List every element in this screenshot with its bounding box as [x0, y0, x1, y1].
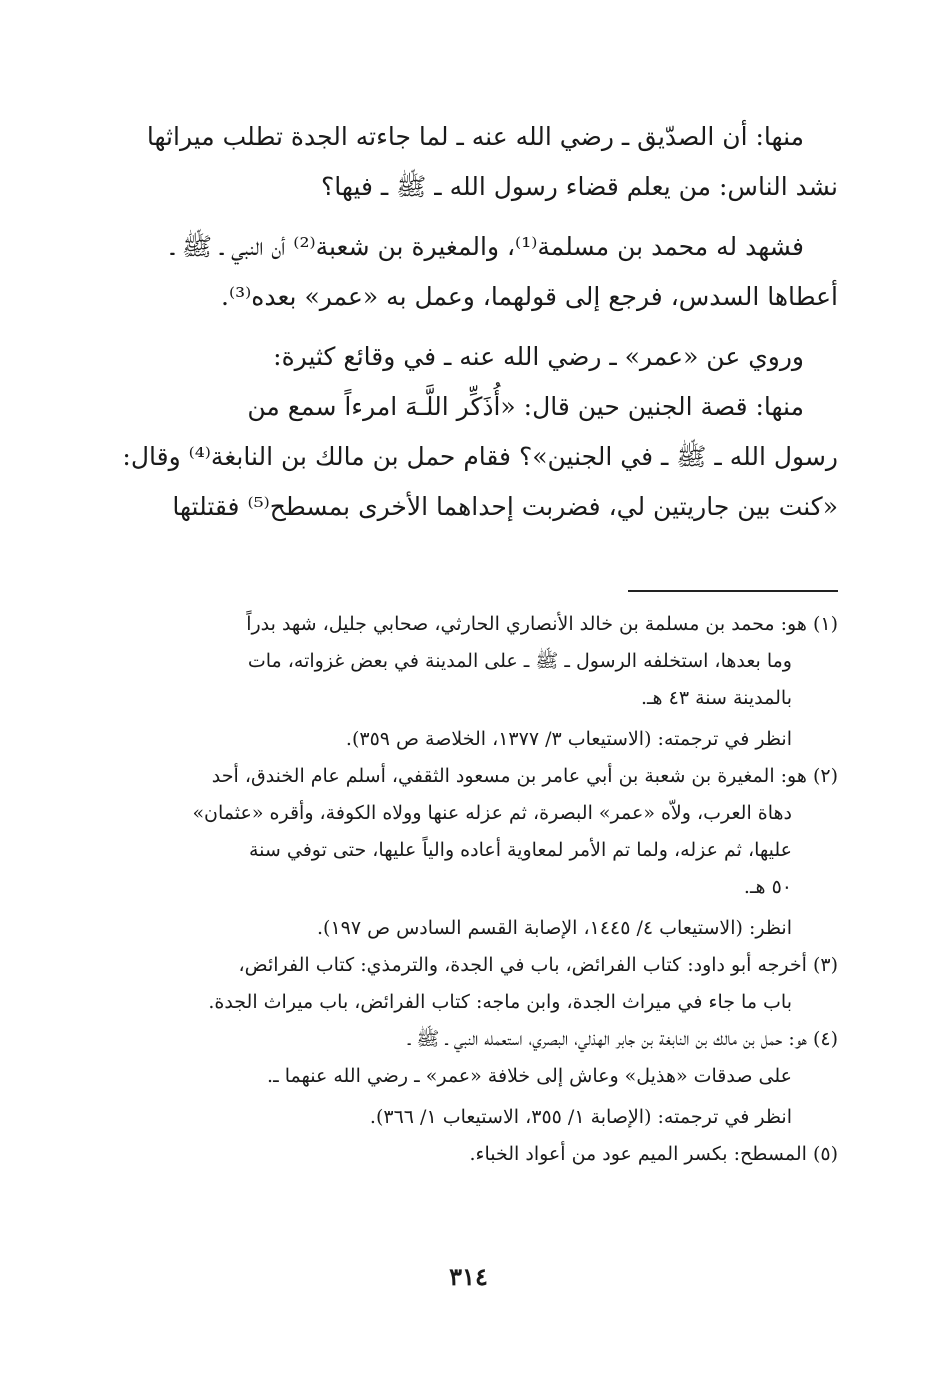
- footnote-line: دهاة العرب، ولاّه «عمر» البصرة، ثم عزله عنها وولاه الكوفة، وأقره «عثمان»: [192, 802, 792, 824]
- text-line-content: نشد الناس: من يعلم قضاء رسول الله ـ ﷺ ـ فيها؟: [321, 172, 838, 201]
- page-number: ٣١٤: [449, 1262, 488, 1291]
- footnote-line: [118, 1021, 838, 1058]
- text-line: [118, 162, 838, 212]
- footnotes: [118, 606, 838, 1173]
- footnote-line: [118, 947, 838, 984]
- footnote-number: (٣): [812, 954, 838, 976]
- text-line: [118, 432, 838, 482]
- footnote-line: [118, 1136, 838, 1173]
- text-line: [118, 332, 838, 382]
- footnote-number: (٤): [812, 1028, 838, 1050]
- footnote-line: باب ما جاء في ميراث الجدة، وابن ماجه: كتاب الفرائض، باب ميراث الجدة.: [208, 991, 792, 1013]
- footnote-reference: انظر: (الاستيعاب ٤/ ١٤٤٥، الإصابة القسم السادس ص ١٩٧).: [316, 917, 792, 939]
- footnote-text: هو: حمل بن مالك بن النابغة بن جابر الهذلي، البصري، استعمله النبي ـ ﷺ ـ: [407, 1028, 807, 1050]
- footnote-reference: انظر في ترجمته: (الاستيعاب ٣/ ١٣٧٧، الخلاصة ص ٣٥٩).: [345, 728, 792, 750]
- text-line-content: «كنت بين جاريتين لي، فضربت إحداهما الأخرى بمسطح⁽⁵⁾ فقتلتها: [172, 492, 838, 521]
- footnote-text: أخرجه أبو داود: كتاب الفرائض، باب في الجدة، والترمذي: كتاب الفرائض،: [238, 954, 807, 976]
- footnote-4: [118, 1021, 838, 1136]
- text-line: [118, 222, 838, 272]
- footnote-1: [118, 606, 838, 758]
- footnote-line: [118, 758, 838, 795]
- paragraph-4: [118, 382, 838, 532]
- text-line-content: منها: قصة الجنين حين قال: «أُذَكِّر اللَّـهَ امرءاً سمع من: [247, 392, 804, 421]
- footnote-5: [118, 1136, 838, 1173]
- footnote-reference: انظر في ترجمته: (الإصابة ١/ ٣٥٥، الاستيعاب ١/ ٣٦٦).: [369, 1106, 792, 1128]
- text-line: [118, 112, 838, 162]
- text-line-content: فشهد له محمد بن مسلمة⁽¹⁾، والمغيرة بن شعبة⁽²⁾ أن النبي ـ ﷺ ـ: [170, 232, 804, 261]
- paragraph-1: [118, 112, 838, 212]
- footnote-text: هو: محمد بن مسلمة بن خالد الأنصاري الحارثي، صحابي جليل، شهد بدراً: [246, 613, 807, 635]
- footnote-2: [118, 758, 838, 947]
- footnote-3: [118, 947, 838, 1021]
- text-line-content: وروي عن «عمر» ـ رضي الله عنه ـ في وقائع كثيرة:: [273, 342, 804, 371]
- footnote-line: على صدقات «هذيل» وعاش إلى خلافة «عمر» ـ رضي الله عنهما ـ.: [267, 1065, 792, 1087]
- page-content: [118, 112, 838, 1173]
- footnote-number: (٢): [812, 765, 838, 787]
- footnote-number: (١): [812, 613, 838, 635]
- footnote-line: بالمدينة سنة ٤٣ هـ.: [640, 687, 792, 709]
- text-line: [118, 382, 838, 432]
- footnote-line: وما بعدها، استخلفه الرسول ـ ﷺ ـ على المدينة في بعض غزواته، مات: [247, 650, 792, 672]
- footnote-text: هو: المغيرة بن شعبة بن أبي عامر بن مسعود الثقفي، أسلم عام الخندق، أحد: [211, 765, 807, 787]
- text-line-content: أعطاها السدس، فرجع إلى قولهما، وعمل به «عمر» بعده⁽³⁾.: [221, 282, 838, 311]
- text-line: [118, 272, 838, 322]
- footnote-line: ٥٠ هـ.: [743, 876, 792, 898]
- text-line: [118, 482, 838, 532]
- footnote-line: [118, 606, 838, 643]
- footnote-separator: [628, 590, 838, 592]
- footnote-text: المسطح: بكسر الميم عود من أعواد الخباء.: [469, 1143, 807, 1165]
- text-line-content: رسول الله ـ ﷺ ـ في الجنين»؟ فقام حمل بن مالك بن النابغة⁽⁴⁾ وقال:: [122, 442, 838, 471]
- footnote-number: (٥): [812, 1143, 838, 1165]
- paragraph-2: [118, 222, 838, 322]
- footnote-line: عليها، ثم عزله، ولما تم الأمر لمعاوية أعاده والياً عليها، حتى توفي سنة: [248, 839, 792, 861]
- text-line-content: منها: أن الصدّيق ـ رضي الله عنه ـ لما جاءته الجدة تطلب ميراثها: [146, 122, 804, 151]
- paragraph-3: [118, 332, 838, 382]
